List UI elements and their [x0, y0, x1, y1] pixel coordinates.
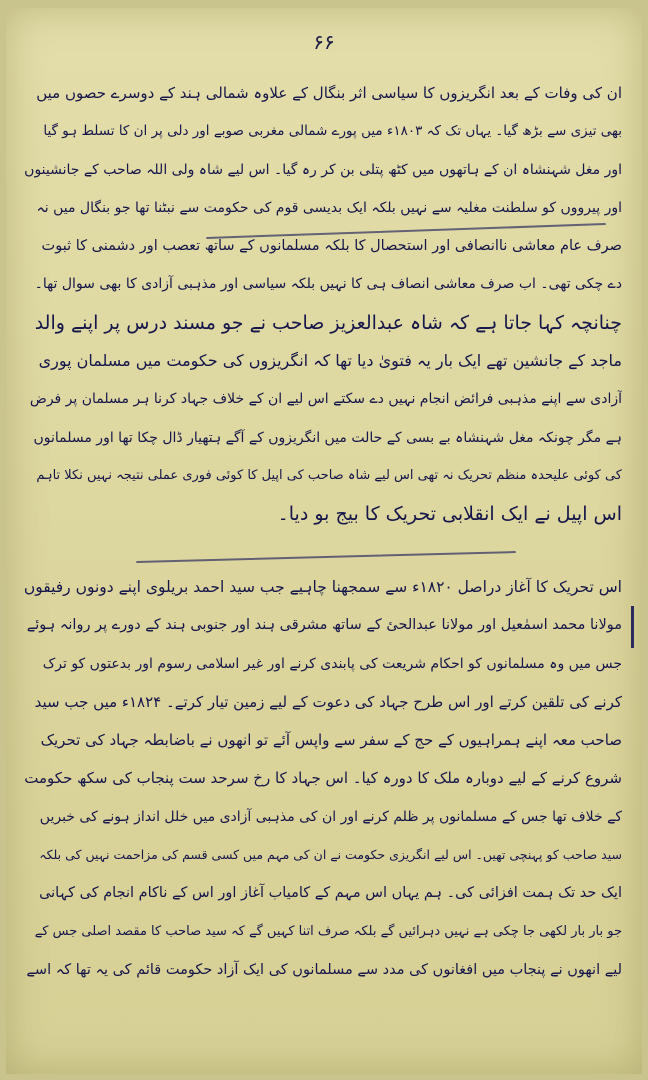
pencil-underline: [136, 551, 516, 563]
text-line: صرف عام معاشی ناانصافی اور استحصال کا بلکہ مسلمانوں کے ساتھ تعصب اور دشمنی کا ثبوت: [41, 238, 622, 255]
page-number: ۶۶: [313, 30, 335, 54]
text-line: اس تحریک کا آغاز دراصل ۱۸۲۰ء سے سمجھنا چاہیے جب سید احمد بریلوی اپنے دونوں رفیقوں: [24, 578, 622, 596]
text-line: کرنے کی تلقین کرتے اور اس طرح جہاد کی دعوت کے لیے زمین تیار کرتے۔ ۱۸۲۴ء میں جب سید: [34, 692, 622, 711]
book-page: [6, 8, 642, 1074]
text-line: بھی تیزی سے بڑھ گیا۔ یہاں تک کہ ۱۸۰۳ء میں پورے شمالی مغربی صوبے اور دلی پر ان کا تسلط ہو گیا: [43, 123, 622, 140]
text-line: دے چکی تھی۔ اب صرف معاشی انصاف ہی کا نہیں بلکہ سیاسی اور مذہبی آزادی کا بھی سوال تھا۔: [34, 276, 622, 293]
text-line: مولانا محمد اسمٰعیل اور مولانا عبدالحیٔ کے ساتھ مشرقی ہند اور جنوبی ہند کے دورے پر روانہ ہوئے: [26, 617, 622, 634]
text-line: صاحب معہ اپنے ہمراہیوں کے حج کے سفر سے واپس آئے تو انھوں نے باضابطہ جہاد کی تحریک: [40, 731, 622, 750]
text-line: شروع کرنے کے لیے دوبارہ ملک کا دورہ کیا۔ اس جہاد کا رخ سرحد ست پنجاب کی سکھ حکومت: [24, 769, 622, 788]
text-line: اور مغل شہنشاہ ان کے ہاتھوں میں کٹھ پتلی بن کر رہ گیا۔ اس لیے شاہ ولی اللہ صاحب کے جانشینوں: [24, 161, 622, 178]
text-line: ماجد کے جانشین تھے ایک بار یہ فتویٰ دیا تھا کہ انگریزوں کی حکومت میں مسلمان پوری: [38, 351, 622, 371]
paragraph-1: [24, 74, 622, 534]
text-line: آزادی سے اپنے مذہبی فرائض انجام نہیں دے سکتے اس لیے ان کے خلاف جہاد کرنا ہر مسلمان پر فرض: [29, 391, 622, 408]
text-line: ایک حد تک ہمت افزائی کی۔ ہم یہاں اس مہم کے کامیاب آغاز اور اس کے ناکام انجام کی کہانی: [39, 885, 622, 902]
text-line: کے خلاف تھا جس کے مسلمانوں پر ظلم کرنے اور ان کی مذہبی آزادی میں خلل انداز ہونے کی خبریں: [39, 808, 622, 825]
text-line: سید صاحب کو پہنچی تھیں۔ اس لیے انگریزی حکومت نے ان کی مہم میں کسی قسم کی مزاحمت نہیں کی بلکہ: [39, 847, 622, 863]
text-line: کی کوئی علیحدہ منظم تحریک نہ تھی اس لیے شاہ صاحب کی اپیل کا کوئی فوری عملی نتیجہ نہیں نکلا تاہم: [36, 467, 622, 483]
text-line: اس اپیل نے ایک انقلابی تحریک کا بیج بو دیا۔: [277, 503, 622, 526]
text-line: چنانچہ کہا جاتا ہے کہ شاہ عبدالعزیز صاحب نے جو مسند درس پر اپنے والد: [34, 311, 622, 334]
text-line: ہے مگر چونکہ مغل شہنشاہ بے بسی کے حالت میں انگریزوں کے آگے ہتھیار ڈال چکا تھا اور مسلمانوں: [33, 429, 622, 446]
text-line: لیے انھوں نے پنجاب میں افغانوں کی مدد سے مسلمانوں کی ایک آزاد حکومت قائم کی یہ تھا کہ اسے: [26, 961, 622, 978]
text-line: ان کی وفات کے بعد انگریزوں کا سیاسی اثر بنگال کے علاوہ شمالی ہند کے دوسرے حصوں میں: [36, 84, 622, 102]
text-line: جس میں وہ مسلمانوں کو احکام شریعت کی پابندی کرنے اور غیر اسلامی رسوم اور بدعتوں کو ترک: [42, 655, 622, 672]
text-line: جو بار بار لکھی جا چکی ہے نہیں دہرائیں گے بلکہ صرف اتنا کہیں گے کہ سید صاحب کا مقصد اصلی جس کے: [34, 923, 622, 939]
margin-mark: [631, 606, 634, 648]
paragraph-2: [24, 568, 622, 989]
text-line: اور پیرووں کو سلطنت مغلیہ سے نہیں بلکہ ایک بدیسی قوم کی حکومت سے نبٹنا تھا جو بنگال میں نہ: [36, 199, 622, 216]
